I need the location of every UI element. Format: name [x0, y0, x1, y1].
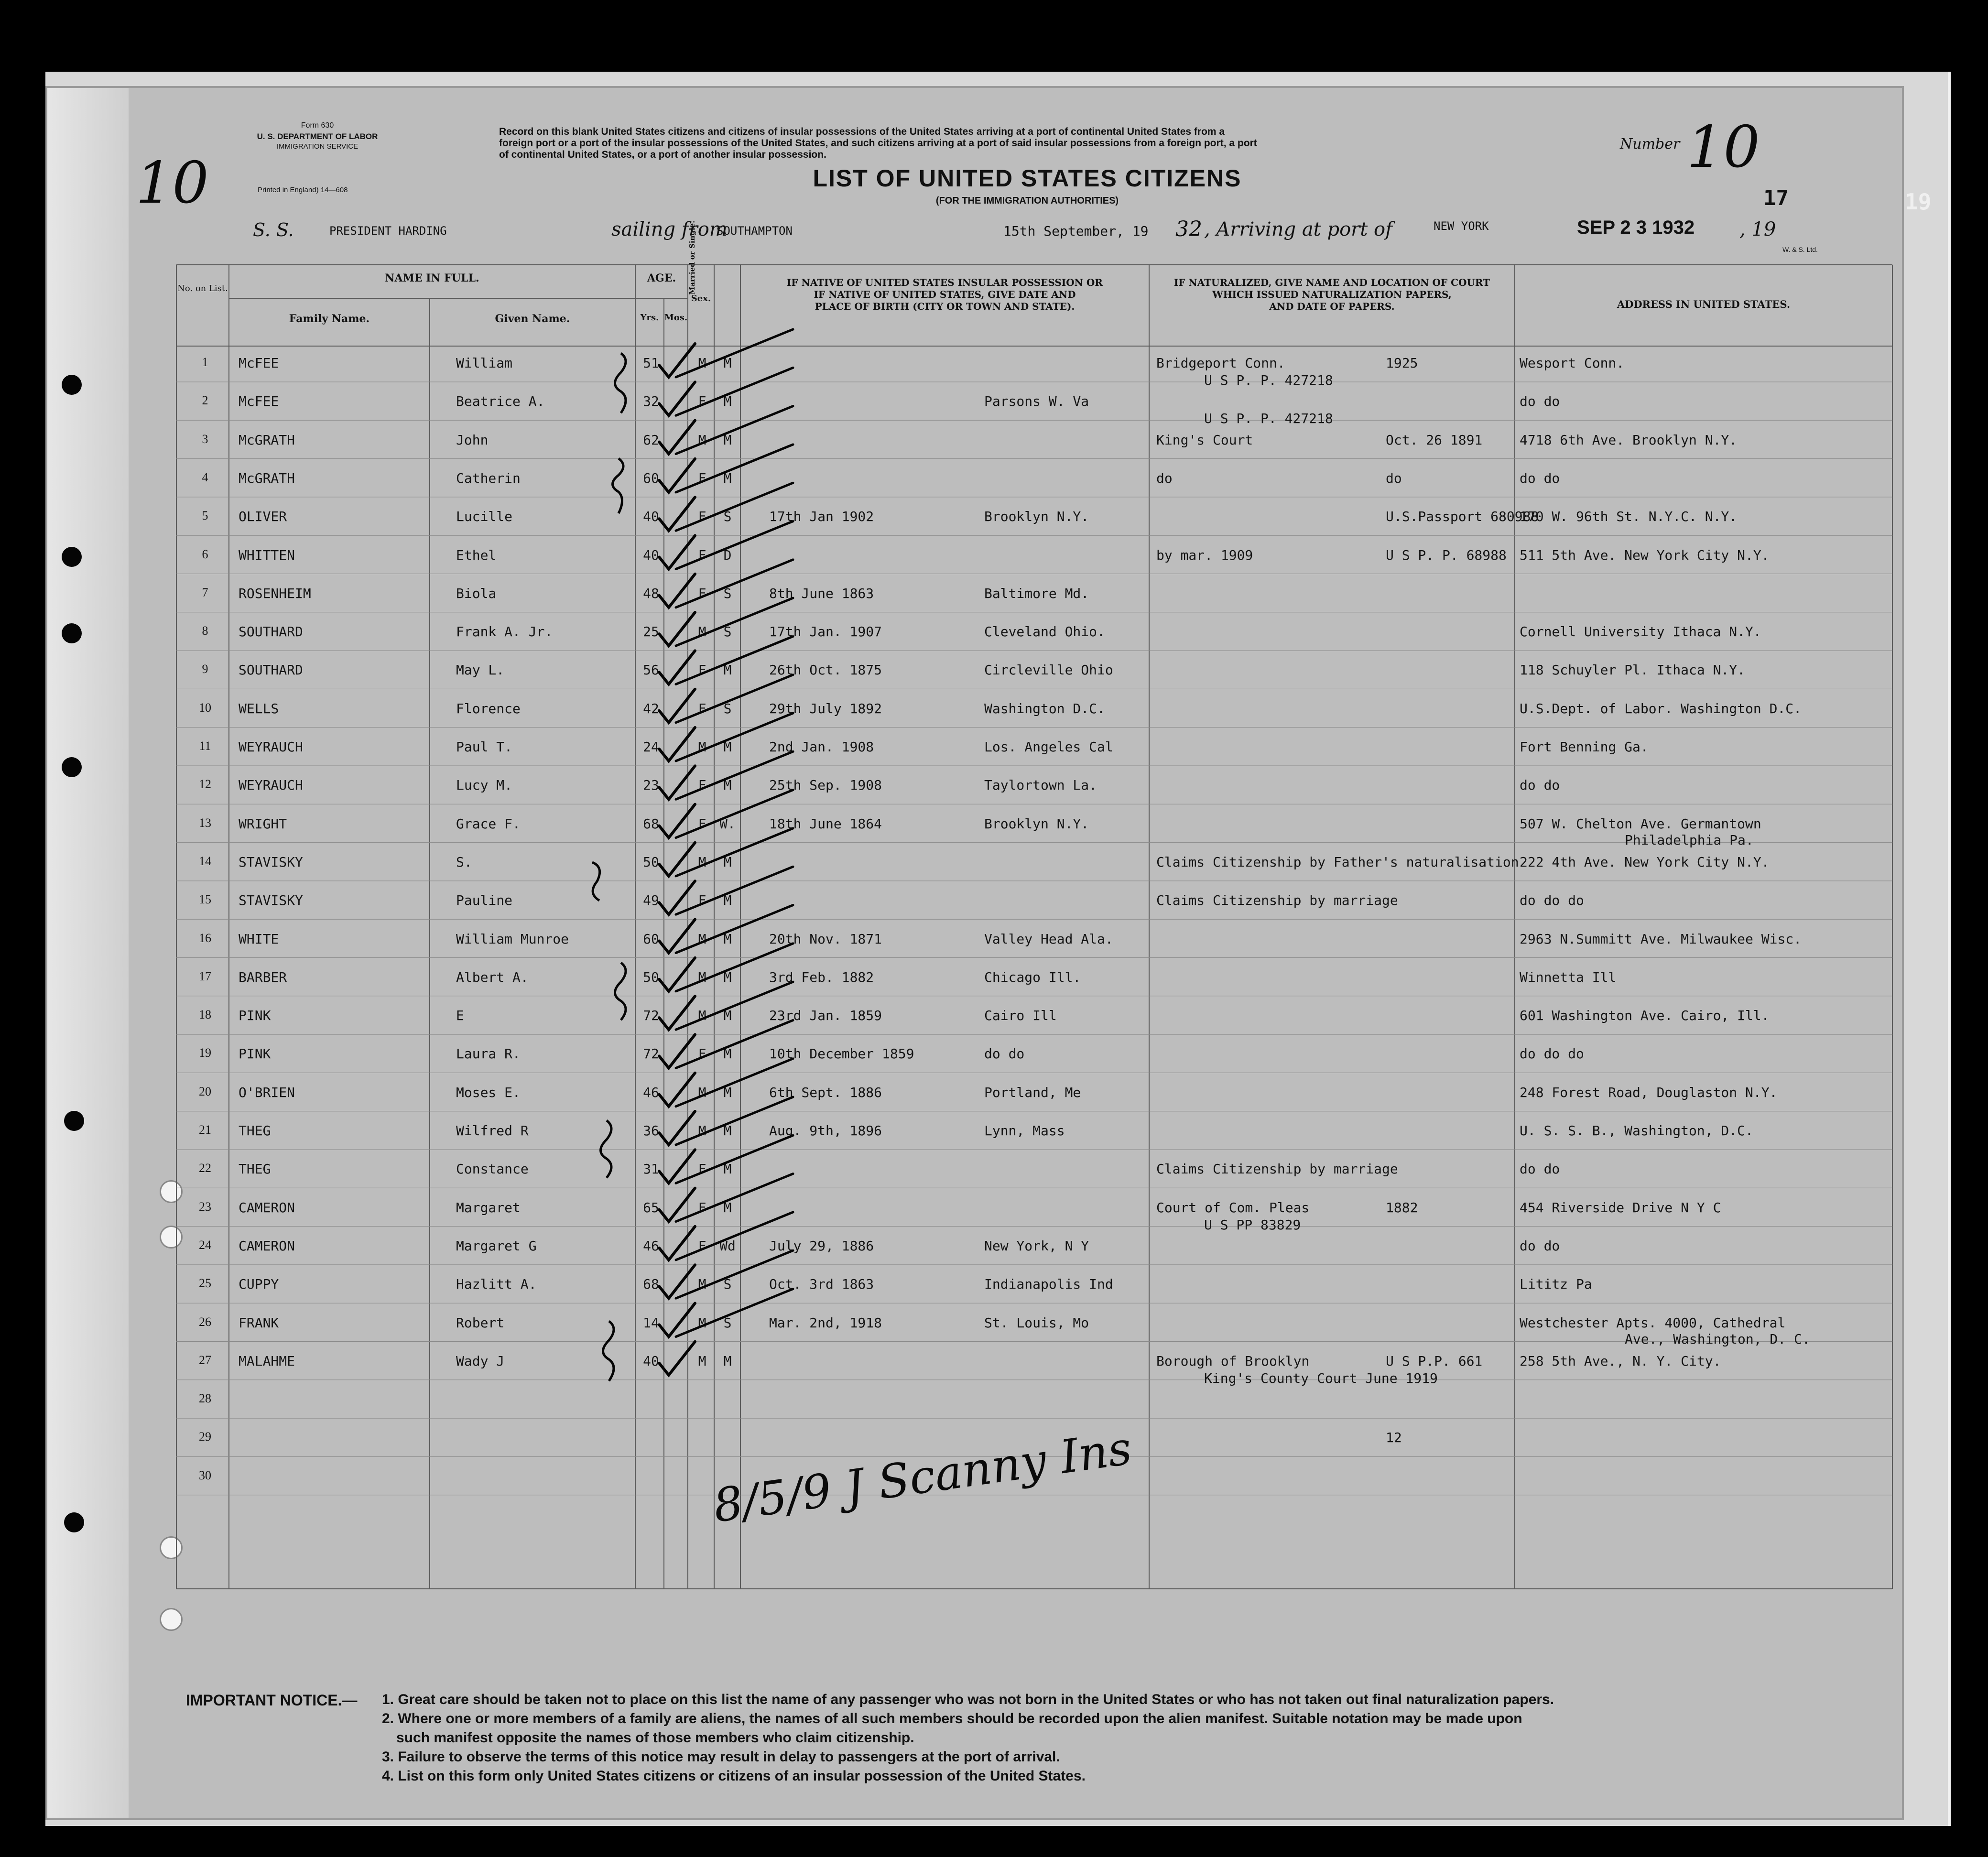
notice-line-4: 3. Failure to observe the terms of this notice may result in delay to passengers at the port of arrival. [382, 1749, 1060, 1765]
family-name: STAVISKY [239, 854, 303, 870]
row-no: 7 [202, 585, 208, 599]
birth-place: Lynn, Mass [984, 1123, 1065, 1139]
age-years: 51 [643, 355, 659, 371]
birth-date: July 29, 1886 [769, 1238, 874, 1254]
given-name: John [456, 432, 489, 448]
age-years: 46 [643, 1084, 659, 1100]
sex: F [698, 470, 706, 486]
department-name: U. S. DEPARTMENT OF LABOR [257, 132, 378, 141]
naturalization: Bridgeport Conn. [1156, 355, 1285, 371]
given-name: Catherin [456, 470, 521, 486]
given-name: Margaret [456, 1199, 521, 1216]
sex: F [698, 662, 706, 678]
row-no: 6 [202, 547, 208, 561]
marital-status: M [723, 777, 732, 793]
marital-status: Wd [719, 1238, 736, 1254]
family-name: McGRATH [239, 470, 295, 486]
birth-date: 26th Oct. 1875 [769, 662, 882, 678]
address: do do do [1520, 892, 1584, 909]
naturalization: by mar. 1909 [1156, 547, 1253, 563]
given-name: Lucille [456, 509, 513, 525]
family-name: WEYRAUCH [239, 777, 303, 793]
marital-status: W. [719, 815, 736, 832]
marital-status: M [723, 1353, 732, 1369]
col-sex: Sex. [691, 293, 711, 304]
family-name: THEG [239, 1123, 271, 1139]
given-name: May L. [456, 662, 505, 678]
naturalization: Claims Citizenship by Father's naturalisation [1156, 854, 1519, 870]
row-no: 19 [199, 1046, 211, 1060]
age-years: 40 [643, 547, 659, 563]
address: do do do [1520, 1046, 1584, 1062]
family-name: THEG [239, 1161, 271, 1177]
sex: M [698, 1276, 706, 1292]
marital-status: M [723, 1123, 732, 1139]
sailing-label: sailing from [611, 218, 728, 240]
birth-place: Baltimore Md. [984, 585, 1089, 601]
row-no: 16 [199, 931, 211, 945]
row-no: 30 [199, 1468, 211, 1482]
marital-status: M [723, 969, 732, 985]
printer-mark: W. & S. Ltd. [1782, 246, 1818, 253]
naturalization: King's Court [1156, 432, 1253, 448]
given-name: Moses E. [456, 1084, 521, 1100]
marital-status: M [723, 1084, 732, 1100]
naturalization-date: 1925 [1386, 355, 1418, 371]
sex: M [698, 1314, 706, 1331]
naturalization-detail: King's County Court June 1919 [1204, 1370, 1438, 1386]
notice-label: IMPORTANT NOTICE.— [186, 1692, 358, 1709]
address-line-2: Philadelphia Pa. [1625, 832, 1754, 848]
row-no: 26 [199, 1314, 211, 1329]
address: 507 W. Chelton Ave. Germantown [1520, 815, 1761, 832]
row-no: 21 [199, 1123, 211, 1137]
service-name: IMMIGRATION SERVICE [276, 142, 358, 151]
age-years: 40 [643, 509, 659, 525]
given-name: Laura R. [456, 1046, 521, 1062]
row-no: 1 [202, 355, 208, 369]
record-text-line-1: Record on this blank United States citizens and citizens of insular possessions of the United States arriving at a port of continental United States from a [499, 126, 1225, 137]
row-no: 4 [202, 470, 208, 484]
sex: M [698, 931, 706, 947]
address: do do [1520, 470, 1560, 486]
marital-status: M [723, 355, 732, 371]
birth-date: Aug. 9th, 1896 [769, 1123, 882, 1139]
marital-status: M [723, 1008, 732, 1024]
marital-status: S [723, 624, 732, 640]
row-no: 23 [199, 1199, 211, 1214]
age-years: 23 [643, 777, 659, 793]
col-married-or-single: Married or Single. [688, 220, 696, 295]
sex: M [698, 739, 706, 755]
age-years: 68 [643, 815, 659, 832]
address: 4718 6th Ave. Brooklyn N.Y. [1520, 432, 1738, 448]
given-name: Paul T. [456, 739, 513, 755]
notice-line-1: 1. Great care should be taken not to place on this list the name of any passenger who was not born in the United States or who has not taken out final naturalization papers. [382, 1692, 1554, 1707]
port-of-arrival: NEW YORK [1434, 219, 1489, 233]
row-no: 5 [202, 509, 208, 523]
given-name: Constance [456, 1161, 529, 1177]
ship-name: PRESIDENT HARDING [329, 224, 447, 238]
birth-date: 3rd Feb. 1882 [769, 969, 874, 985]
given-name: William Munroe [456, 931, 569, 947]
given-name: William [456, 355, 513, 371]
birth-place: Brooklyn N.Y. [984, 815, 1089, 832]
marital-status: M [723, 470, 732, 486]
row-no: 24 [199, 1238, 211, 1252]
col-native-line-3: PLACE OF BIRTH (CITY OR TOWN AND STATE). [815, 301, 1075, 312]
birth-place: Cairo Ill [984, 1008, 1057, 1024]
sex: F [698, 547, 706, 563]
birth-date: 6th Sept. 1886 [769, 1084, 882, 1100]
col-native-line-1: IF NATIVE OF UNITED STATES INSULAR POSSESSION OR [787, 277, 1103, 288]
row-no: 12 [199, 777, 211, 792]
row-no: 8 [202, 624, 208, 638]
row-no: 17 [199, 969, 211, 983]
marital-status: D [723, 547, 732, 563]
sheet-number-outer: 19 [1905, 189, 1932, 215]
address: U.S.Dept. of Labor. Washington D.C. [1520, 700, 1802, 717]
family-name: CAMERON [239, 1199, 295, 1216]
row-no: 9 [202, 662, 208, 676]
address: do do [1520, 1238, 1560, 1254]
row-no: 11 [199, 739, 211, 753]
family-name: WEYRAUCH [239, 739, 303, 755]
naturalization-date: U.S.Passport 680988 [1386, 509, 1539, 525]
family-name: McGRATH [239, 432, 295, 448]
birth-date: 25th Sep. 1908 [769, 777, 882, 793]
age-years: 62 [643, 432, 659, 448]
handwritten-list-number: 10 [1687, 114, 1760, 181]
naturalization-detail: U S P. P. 427218 [1204, 372, 1333, 388]
naturalization: Claims Citizenship by marriage [1156, 1161, 1398, 1177]
naturalization-date: U S P. P. 68988 [1386, 547, 1507, 563]
given-name: Frank A. Jr. [456, 624, 553, 640]
departure-date: 15th September, 19 [1003, 223, 1149, 239]
address-line-2: Ave., Washington, D. C. [1625, 1331, 1810, 1347]
sex: F [698, 509, 706, 525]
marital-status: M [723, 1046, 732, 1062]
address: do do [1520, 1161, 1560, 1177]
marital-status: M [723, 854, 732, 870]
sex: M [698, 854, 706, 870]
naturalization: Claims Citizenship by marriage [1156, 892, 1398, 909]
age-years: 60 [643, 470, 659, 486]
port-of-departure: SOUTHAMPTON [717, 224, 793, 238]
age-years: 25 [643, 624, 659, 640]
birth-place: Taylortown La. [984, 777, 1097, 793]
age-years: 46 [643, 1238, 659, 1254]
age-years: 56 [643, 662, 659, 678]
sex: F [698, 1161, 706, 1177]
family-name: STAVISKY [239, 892, 303, 909]
family-name: FRANK [239, 1314, 279, 1331]
given-name: S. [456, 854, 472, 870]
marital-status: M [723, 1199, 732, 1216]
age-years: 32 [643, 393, 659, 410]
col-family-name: Family Name. [289, 313, 370, 325]
birth-place: Circleville Ohio [984, 662, 1113, 678]
age-years: 36 [643, 1123, 659, 1139]
arriving-label: , Arriving at port of [1204, 218, 1392, 240]
address: 454 Riverside Drive N Y C [1520, 1199, 1721, 1216]
age-years: 42 [643, 700, 659, 717]
given-name: Ethel [456, 547, 497, 563]
row-no: 2 [202, 393, 208, 408]
sex: M [698, 1353, 706, 1369]
family-name: OLIVER [239, 509, 287, 525]
col-yrs: Yrs. [640, 313, 659, 323]
family-name: PINK [239, 1046, 271, 1062]
marital-status: S [723, 1276, 732, 1292]
birth-date: Oct. 3rd 1863 [769, 1276, 874, 1292]
naturalization-date: 12 [1386, 1430, 1402, 1446]
birth-place: Indianapolis Ind [984, 1276, 1113, 1292]
marital-status: M [723, 662, 732, 678]
page-subtitle: (FOR THE IMMIGRATION AUTHORITIES) [935, 195, 1119, 206]
family-name: BARBER [239, 969, 287, 985]
row-no: 27 [199, 1353, 211, 1367]
year-tail: , 19 [1739, 218, 1776, 240]
marital-status: S [723, 585, 732, 601]
age-years: 24 [643, 739, 659, 755]
record-text-line-3: of continental United States, or a port of another insular possession. [499, 149, 826, 160]
manifest-sheet [45, 86, 1904, 1820]
given-name: Biola [456, 585, 497, 601]
naturalization-date: 1882 [1386, 1199, 1418, 1216]
row-no: 25 [199, 1276, 211, 1291]
birth-place: Brooklyn N.Y. [984, 509, 1089, 525]
col-naturalized-line-2: WHICH ISSUED NATURALIZATION PAPERS, [1212, 289, 1452, 300]
age-years: 72 [643, 1008, 659, 1024]
age-years: 65 [643, 1199, 659, 1216]
naturalization-date: Oct. 26 1891 [1386, 432, 1483, 448]
age-years: 72 [643, 1046, 659, 1062]
birth-place: Los. Angeles Cal [984, 739, 1113, 755]
marital-status: M [723, 739, 732, 755]
sex: M [698, 1008, 706, 1024]
age-years: 50 [643, 969, 659, 985]
address: Westchester Apts. 4000, Cathedral [1520, 1314, 1786, 1331]
marital-status: M [723, 432, 732, 448]
given-name: Albert A. [456, 969, 529, 985]
birth-place: Portland, Me [984, 1084, 1081, 1100]
sex: F [698, 1046, 706, 1062]
given-name: Pauline [456, 892, 513, 909]
family-name: WRIGHT [239, 815, 287, 832]
birth-place: Cleveland Ohio. [984, 624, 1105, 640]
col-naturalized-line-1: IF NATURALIZED, GIVE NAME AND LOCATION OF COURT [1173, 277, 1490, 288]
address: 118 Schuyler Pl. Ithaca N.Y. [1520, 662, 1746, 678]
birth-place: do do [984, 1046, 1025, 1062]
birth-date: Mar. 2nd, 1918 [769, 1314, 882, 1331]
address: Wesport Conn. [1520, 355, 1625, 371]
age-years: 14 [643, 1314, 659, 1331]
family-name: WHITTEN [239, 547, 295, 563]
given-name: Robert [456, 1314, 505, 1331]
row-no: 22 [199, 1161, 211, 1175]
printer-note: Printed in England) 14—608 [258, 186, 348, 194]
sex: M [698, 1123, 706, 1139]
naturalization-detail: U S PP 83829 [1204, 1216, 1301, 1233]
sex: M [698, 624, 706, 640]
age-years: 48 [643, 585, 659, 601]
notice-line-3: such manifest opposite the names of those members who claim citizenship. [396, 1730, 914, 1746]
birth-place: Chicago Ill. [984, 969, 1081, 985]
family-name: MALAHME [239, 1353, 295, 1369]
sex: F [698, 777, 706, 793]
birth-place: Parsons W. Va [984, 393, 1089, 410]
given-name: Grace F. [456, 815, 521, 832]
sex: M [698, 355, 706, 371]
given-name: Beatrice A. [456, 393, 545, 410]
sex: F [698, 892, 706, 909]
age-years: 31 [643, 1161, 659, 1177]
marital-status: M [723, 931, 732, 947]
naturalization: Court of Com. Pleas [1156, 1199, 1310, 1216]
marital-status: M [723, 393, 732, 410]
row-no: 10 [199, 700, 211, 715]
row-no: 28 [199, 1391, 211, 1406]
sex: F [698, 815, 706, 832]
given-name: Florence [456, 700, 521, 717]
naturalization-date: do [1386, 470, 1402, 486]
birth-date: 17th Jan 1902 [769, 509, 874, 525]
birth-date: 18th June 1864 [769, 815, 882, 832]
departure-year: 32 [1175, 217, 1202, 241]
birth-place: Washington D.C. [984, 700, 1105, 717]
birth-date: 23rd Jan. 1859 [769, 1008, 882, 1024]
address: 222 4th Ave. New York City N.Y. [1520, 854, 1770, 870]
page-title: LIST OF UNITED STATES CITIZENS [813, 165, 1242, 192]
col-age: AGE. [647, 272, 676, 284]
col-mos: Mos. [664, 313, 688, 323]
address: 2963 N.Summitt Ave. Milwaukee Wisc. [1520, 931, 1802, 947]
birth-date: 20th Nov. 1871 [769, 931, 882, 947]
age-years: 40 [643, 1353, 659, 1369]
record-text-line-2: foreign port or a port of the insular possessions of the United States, and such citizens arriving at a port of said insular possessions from a foreign port, a port [499, 138, 1257, 149]
address: 601 Washington Ave. Cairo, Ill. [1520, 1008, 1770, 1024]
naturalization: do [1156, 470, 1173, 486]
family-name: McFEE [239, 355, 279, 371]
age-years: 60 [643, 931, 659, 947]
naturalization: Borough of Brooklyn [1156, 1353, 1310, 1369]
col-name-in-full: NAME IN FULL. [385, 272, 479, 284]
handwritten-page-number: 10 [136, 150, 209, 217]
form-number: Form 630 [301, 121, 334, 130]
naturalization-detail: U S P. P. 427218 [1204, 411, 1333, 427]
given-name: Wady J [456, 1353, 505, 1369]
birth-date: 10th December 1859 [769, 1046, 914, 1062]
ss-label: S. S. [253, 219, 294, 240]
address: 511 5th Ave. New York City N.Y. [1520, 547, 1770, 563]
address: U. S. S. B., Washington, D.C. [1520, 1123, 1753, 1139]
marital-status: M [723, 892, 732, 909]
marital-status: M [723, 1161, 732, 1177]
address: 170 W. 96th St. N.Y.C. N.Y. [1520, 509, 1738, 525]
sex: F [698, 1238, 706, 1254]
row-no: 15 [199, 892, 211, 907]
family-name: CUPPY [239, 1276, 279, 1292]
address: Fort Benning Ga. [1520, 739, 1649, 755]
address: do do [1520, 393, 1560, 410]
address: do do [1520, 777, 1560, 793]
family-name: WHITE [239, 931, 279, 947]
birth-date: 17th Jan. 1907 [769, 624, 882, 640]
family-name: PINK [239, 1008, 271, 1024]
col-address: ADDRESS IN UNITED STATES. [1617, 298, 1791, 310]
sex: F [698, 585, 706, 601]
family-name: CAMERON [239, 1238, 295, 1254]
sex: F [698, 700, 706, 717]
address: Winnetta Ill [1520, 969, 1617, 985]
family-name: SOUTHARD [239, 662, 303, 678]
family-braces [47, 88, 1902, 1818]
row-no: 20 [199, 1084, 211, 1098]
inspector-signature: 8/5/9 J Scanny Ins [710, 1421, 1135, 1533]
sheet-number: 17 [1763, 186, 1789, 210]
col-native-line-2: IF NATIVE OF UNITED STATES, GIVE DATE AND [814, 289, 1076, 300]
given-name: Wilfred R [456, 1123, 529, 1139]
address: Lititz Pa [1520, 1276, 1592, 1292]
row-no: 18 [199, 1008, 211, 1022]
marital-status: S [723, 1314, 732, 1331]
family-name: O'BRIEN [239, 1084, 295, 1100]
sex: M [698, 969, 706, 985]
sex: M [698, 432, 706, 448]
given-name: E [456, 1008, 464, 1024]
row-no: 3 [202, 432, 208, 446]
col-given-name: Given Name. [495, 313, 570, 325]
age-years: 49 [643, 892, 659, 909]
address: 248 Forest Road, Douglaston N.Y. [1520, 1084, 1778, 1100]
family-name: WELLS [239, 700, 279, 717]
birth-place: Valley Head Ala. [984, 931, 1113, 947]
birth-place: St. Louis, Mo [984, 1314, 1089, 1331]
age-years: 50 [643, 854, 659, 870]
given-name: Lucy M. [456, 777, 513, 793]
sex: F [698, 1199, 706, 1216]
marital-status: S [723, 509, 732, 525]
age-years: 68 [643, 1276, 659, 1292]
col-no: No. on List. [177, 283, 228, 293]
given-name: Margaret G [456, 1238, 537, 1254]
number-label: Number [1620, 136, 1680, 152]
address: 258 5th Ave., N. Y. City. [1520, 1353, 1721, 1369]
notice-line-2: 2. Where one or more members of a family are aliens, the names of all such members should be recorded upon the alien manifest. Suitable notation may be made upon [382, 1711, 1522, 1727]
birth-date: 29th July 1892 [769, 700, 882, 717]
naturalization-date: U S P.P. 661 [1386, 1353, 1483, 1369]
row-no: 14 [199, 854, 211, 868]
birth-date: 2nd Jan. 1908 [769, 739, 874, 755]
row-no: 29 [199, 1430, 211, 1444]
family-name: ROSENHEIM [239, 585, 311, 601]
family-name: SOUTHARD [239, 624, 303, 640]
birth-place: New York, N Y [984, 1238, 1089, 1254]
address: Cornell University Ithaca N.Y. [1520, 624, 1761, 640]
given-name: Hazlitt A. [456, 1276, 537, 1292]
arrival-stamp-date: SEP 2 3 1932 [1577, 217, 1695, 238]
row-no: 13 [199, 815, 211, 830]
sex: F [698, 393, 706, 410]
family-name: McFEE [239, 393, 279, 410]
birth-date: 8th June 1863 [769, 585, 874, 601]
notice-line-5: 4. List on this form only United States citizens or citizens of an insular possession of the United States. [382, 1768, 1086, 1784]
marital-status: S [723, 700, 732, 717]
col-naturalized-line-3: AND DATE OF PAPERS. [1269, 301, 1395, 312]
sex: M [698, 1084, 706, 1100]
